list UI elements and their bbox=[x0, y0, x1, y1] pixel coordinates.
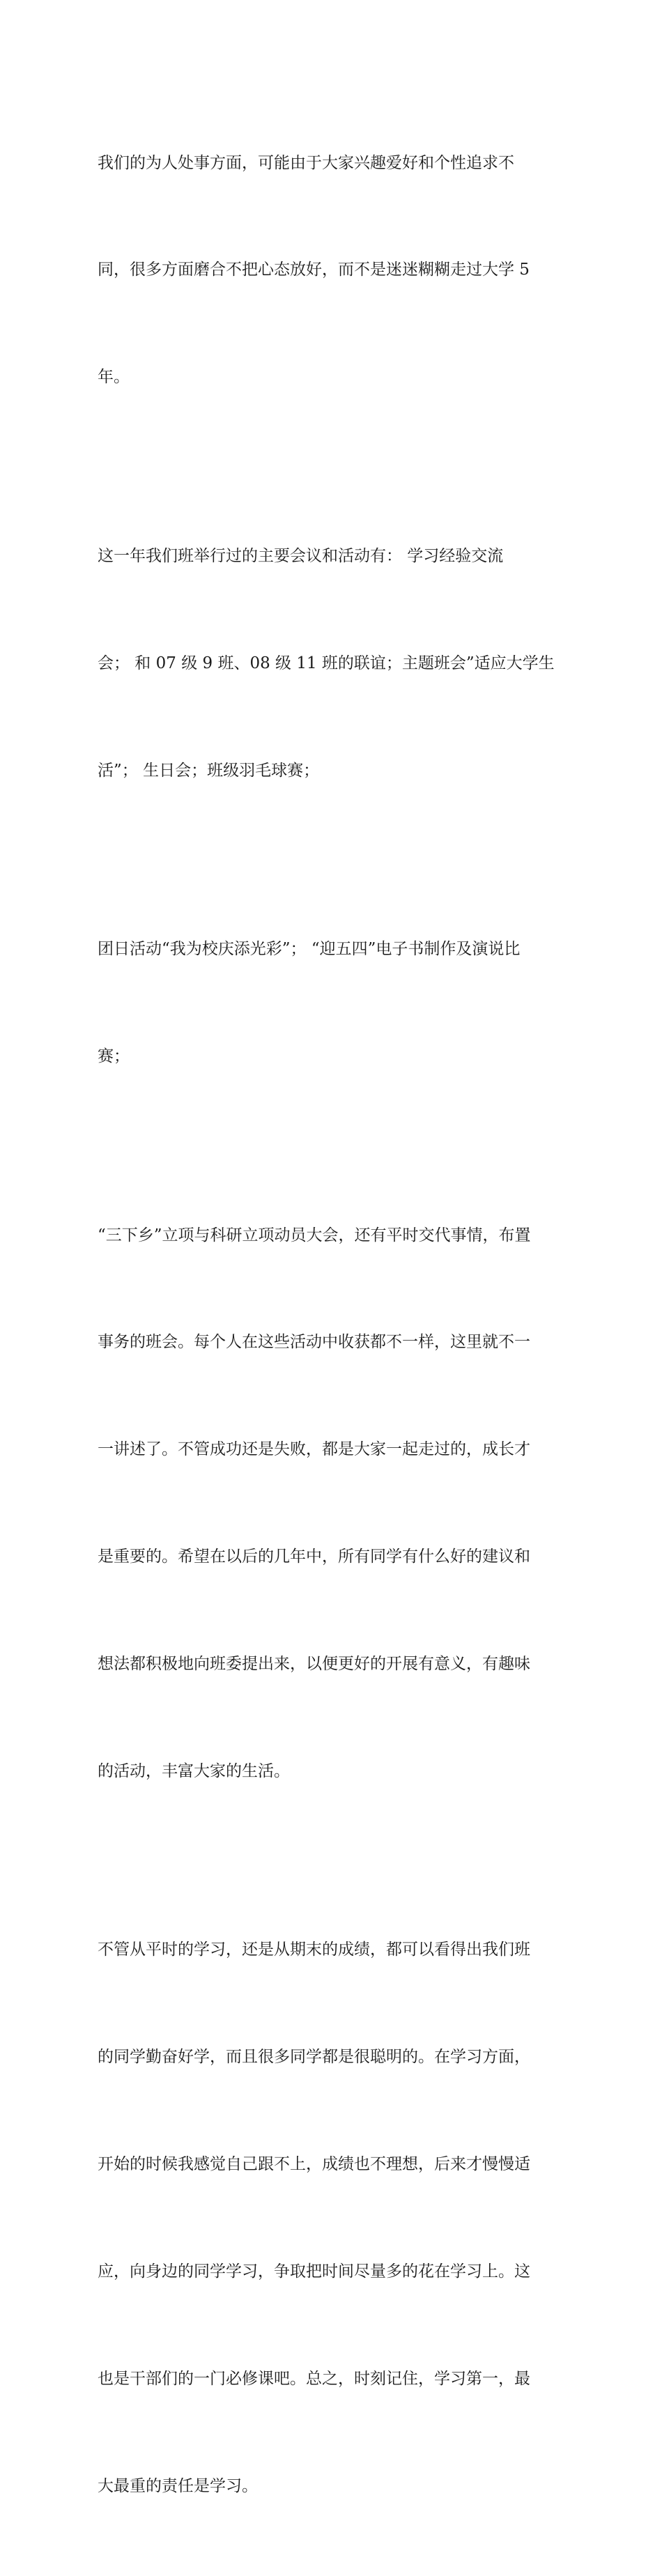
text-line: 一讲述了。不管成功还是失败，都是大家一起走过的，成长才 bbox=[98, 1440, 530, 1459]
text-line: 会； 和 07 级 9 班、08 级 11 班的联谊；主题班会”适应大学生 bbox=[98, 654, 555, 672]
text-line: 活”； 生日会；班级羽毛球赛； bbox=[98, 761, 320, 780]
text-line: 想法都积极地向班委提出来，以便更好的开展有意义，有趣味 bbox=[98, 1655, 530, 1674]
text-line: 是重要的。希望在以后的几年中，所有同学有什么好的建议和 bbox=[98, 1548, 530, 1566]
paragraph-mobilization-meeting bbox=[98, 1146, 571, 1861]
text-line: 我们的为人处事方面，可能由于大家兴趣爱好和个性追求不 bbox=[98, 153, 514, 172]
text-line: 不管从平时的学习，还是从期末的成绩，都可以看得出我们班 bbox=[98, 1941, 530, 1959]
document-body bbox=[98, 74, 571, 2576]
paragraph-personal-conduct bbox=[98, 74, 571, 467]
text-line: 这一年我们班举行过的主要会议和活动有： 学习经验交流 bbox=[98, 546, 504, 565]
text-line: 开始的时候我感觉自己跟不上，成绩也不理想，后来才慢慢适 bbox=[98, 2155, 530, 2174]
paragraph-league-activities bbox=[98, 861, 571, 1146]
text-line: “三下乡”立项与科研立项动员大会，还有平时交代事情，布置 bbox=[98, 1226, 531, 1244]
text-line: 赛； bbox=[98, 1047, 130, 1066]
text-line: 团日活动“我为校庆添光彩”； “迎五四”电子书制作及演说比 bbox=[98, 940, 521, 959]
text-line: 同，很多方面磨合不把心态放好，而不是迷迷糊糊走过大学 5 bbox=[98, 261, 530, 279]
paragraph-study bbox=[98, 1861, 571, 2576]
text-line: 的同学勤奋好学，而且很多同学都是很聪明的。在学习方面， bbox=[98, 2048, 530, 2067]
text-line: 大最重的责任是学习。 bbox=[98, 2476, 258, 2495]
paragraph-activities bbox=[98, 467, 571, 860]
text-line: 事务的班会。每个人在这些活动中收获都不一样，这里就不一 bbox=[98, 1333, 530, 1352]
text-line: 应，向身边的同学学习，争取把时间尽量多的花在学习上。这 bbox=[98, 2262, 530, 2281]
text-line: 年。 bbox=[98, 368, 130, 387]
text-line: 的活动，丰富大家的生活。 bbox=[98, 1761, 290, 1780]
text-line: 也是干部们的一门必修课吧。总之，时刻记住，学习第一，最 bbox=[98, 2370, 530, 2388]
